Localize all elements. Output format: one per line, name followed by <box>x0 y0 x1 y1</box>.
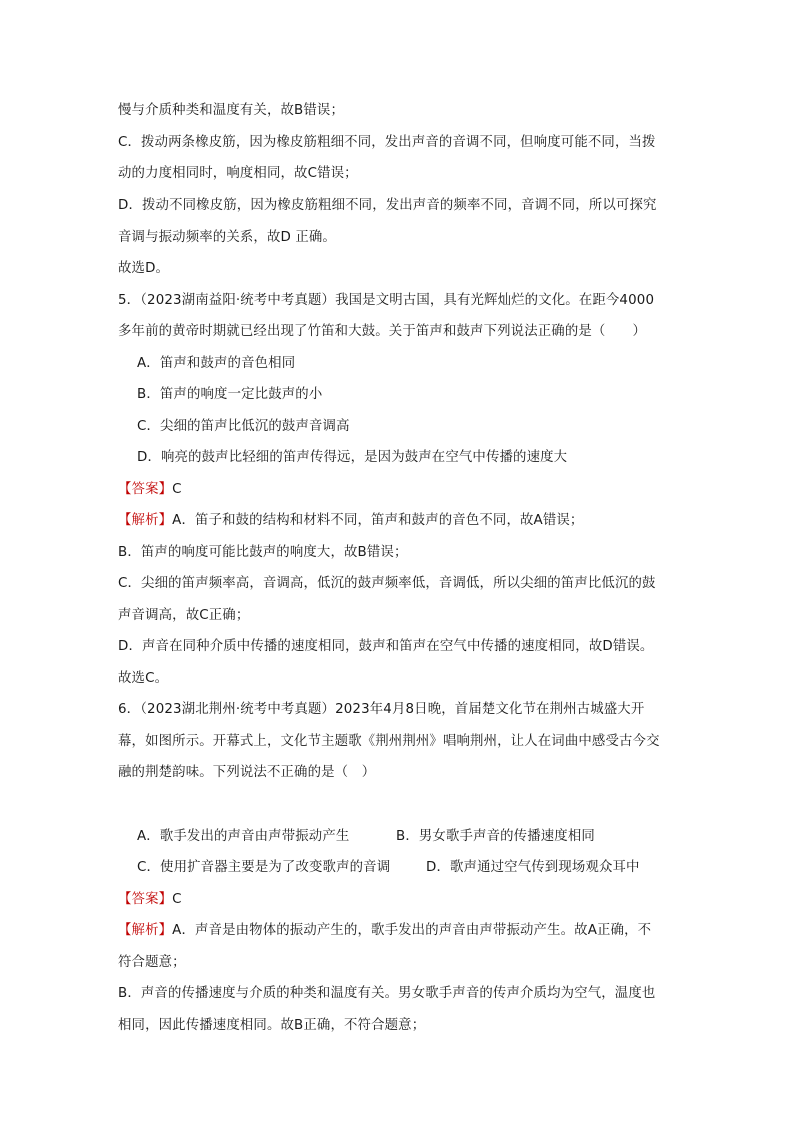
text-line: 相同，因此传播速度相同。故B正确，不符合题意； <box>118 1018 426 1033</box>
answer-value: C <box>172 482 182 497</box>
text-line: 慢与介质种类和温度有关，故B错误； <box>118 103 344 118</box>
explanation-tag: 【解析】 <box>118 513 173 528</box>
answer-value: C <box>172 892 182 907</box>
text-line: D．拨动不同橡皮筋，因为橡皮筋粗细不同，发出声音的频率不同，音调不同，所以可探究 <box>118 198 657 213</box>
question-6-answer <box>118 890 182 910</box>
text-line: B．笛声的响度可能比鼓声的响度大，故B错误； <box>118 545 408 560</box>
question-5-stem: 5．（2023湖南益阳·统考中考真题）我国是文明古国，具有光辉灿烂的文化。在距今4000 <box>118 293 655 308</box>
text-line: C．尖细的笛声频率高，音调高，低沉的鼓声频率低，音调低，所以尖细的笛声比低沉的鼓 <box>118 576 656 591</box>
question-6-option-b: B．男女歌手声音的传播速度相同 <box>396 829 595 844</box>
question-6-option-c: C．使用扩音器主要是为了改变歌声的音调 <box>137 860 391 875</box>
text-line: 动的力度相同时，响度相同，故C错误； <box>118 166 358 181</box>
text-line: 声音调高，故C正确； <box>118 608 250 623</box>
text-line: D．声音在同种介质中传播的速度相同，鼓声和笛声在空气中传播的速度相同，故D错误。 <box>118 639 654 654</box>
text-line: 音调与振动频率的关系，故D 正确。 <box>118 230 336 245</box>
answer-tag: 【答案】 <box>118 482 173 497</box>
explanation-tag: 【解析】 <box>118 923 173 938</box>
question-6-stem: 融的荆楚韵味。下列说法不正确的是（ ） <box>118 765 376 780</box>
question-5-answer <box>118 480 182 500</box>
answer-tag: 【答案】 <box>118 892 173 907</box>
explanation-text: A．声音是由物体的振动产生的，歌手发出的声音由声带振动产生。故A正确，不 <box>172 923 652 938</box>
question-6-stem: 幕，如图所示。开幕式上，文化节主题歌《荆州荆州》唱响荆州，让人在词曲中感受古今交 <box>118 734 660 749</box>
question-6-option-d: D．歌声通过空气传到现场观众耳中 <box>426 860 640 875</box>
question-6-explanation <box>118 921 651 941</box>
text-line: 故选C。 <box>118 671 169 686</box>
question-5-stem: 多年前的黄帝时期就已经出现了竹笛和大鼓。关于笛声和鼓声下列说法正确的是（ ） <box>118 324 647 339</box>
question-5-option-c: C．尖细的笛声比低沉的鼓声音调高 <box>137 419 350 434</box>
text-line: 故选D。 <box>118 261 170 276</box>
question-5-option-d: D．响亮的鼓声比轻细的笛声传得远，是因为鼓声在空气中传播的速度大 <box>137 450 568 465</box>
explanation-text: A．笛子和鼓的结构和材料不同，笛声和鼓声的音色不同，故A错误； <box>172 513 584 528</box>
question-6-stem: 6．（2023湖北荆州·统考中考真题）2023年4月8日晚，首届楚文化节在荆州古城盛大开 <box>118 702 645 717</box>
question-5-explanation <box>118 511 583 531</box>
text-line: C．拨动两条橡皮筋，因为橡皮筋粗细不同，发出声音的音调不同，但响度可能不同，当拨 <box>118 135 656 150</box>
question-6-option-a: A．歌手发出的声音由声带振动产生 <box>137 829 350 844</box>
question-5-option-a: A．笛声和鼓声的音色相同 <box>137 356 296 371</box>
text-line: 符合题意； <box>118 955 186 970</box>
question-5-option-b: B．笛声的响度一定比鼓声的小 <box>137 387 323 402</box>
text-line: B．声音的传播速度与介质的种类和温度有关。男女歌手声音的传声介质均为空气，温度也 <box>118 986 656 1001</box>
